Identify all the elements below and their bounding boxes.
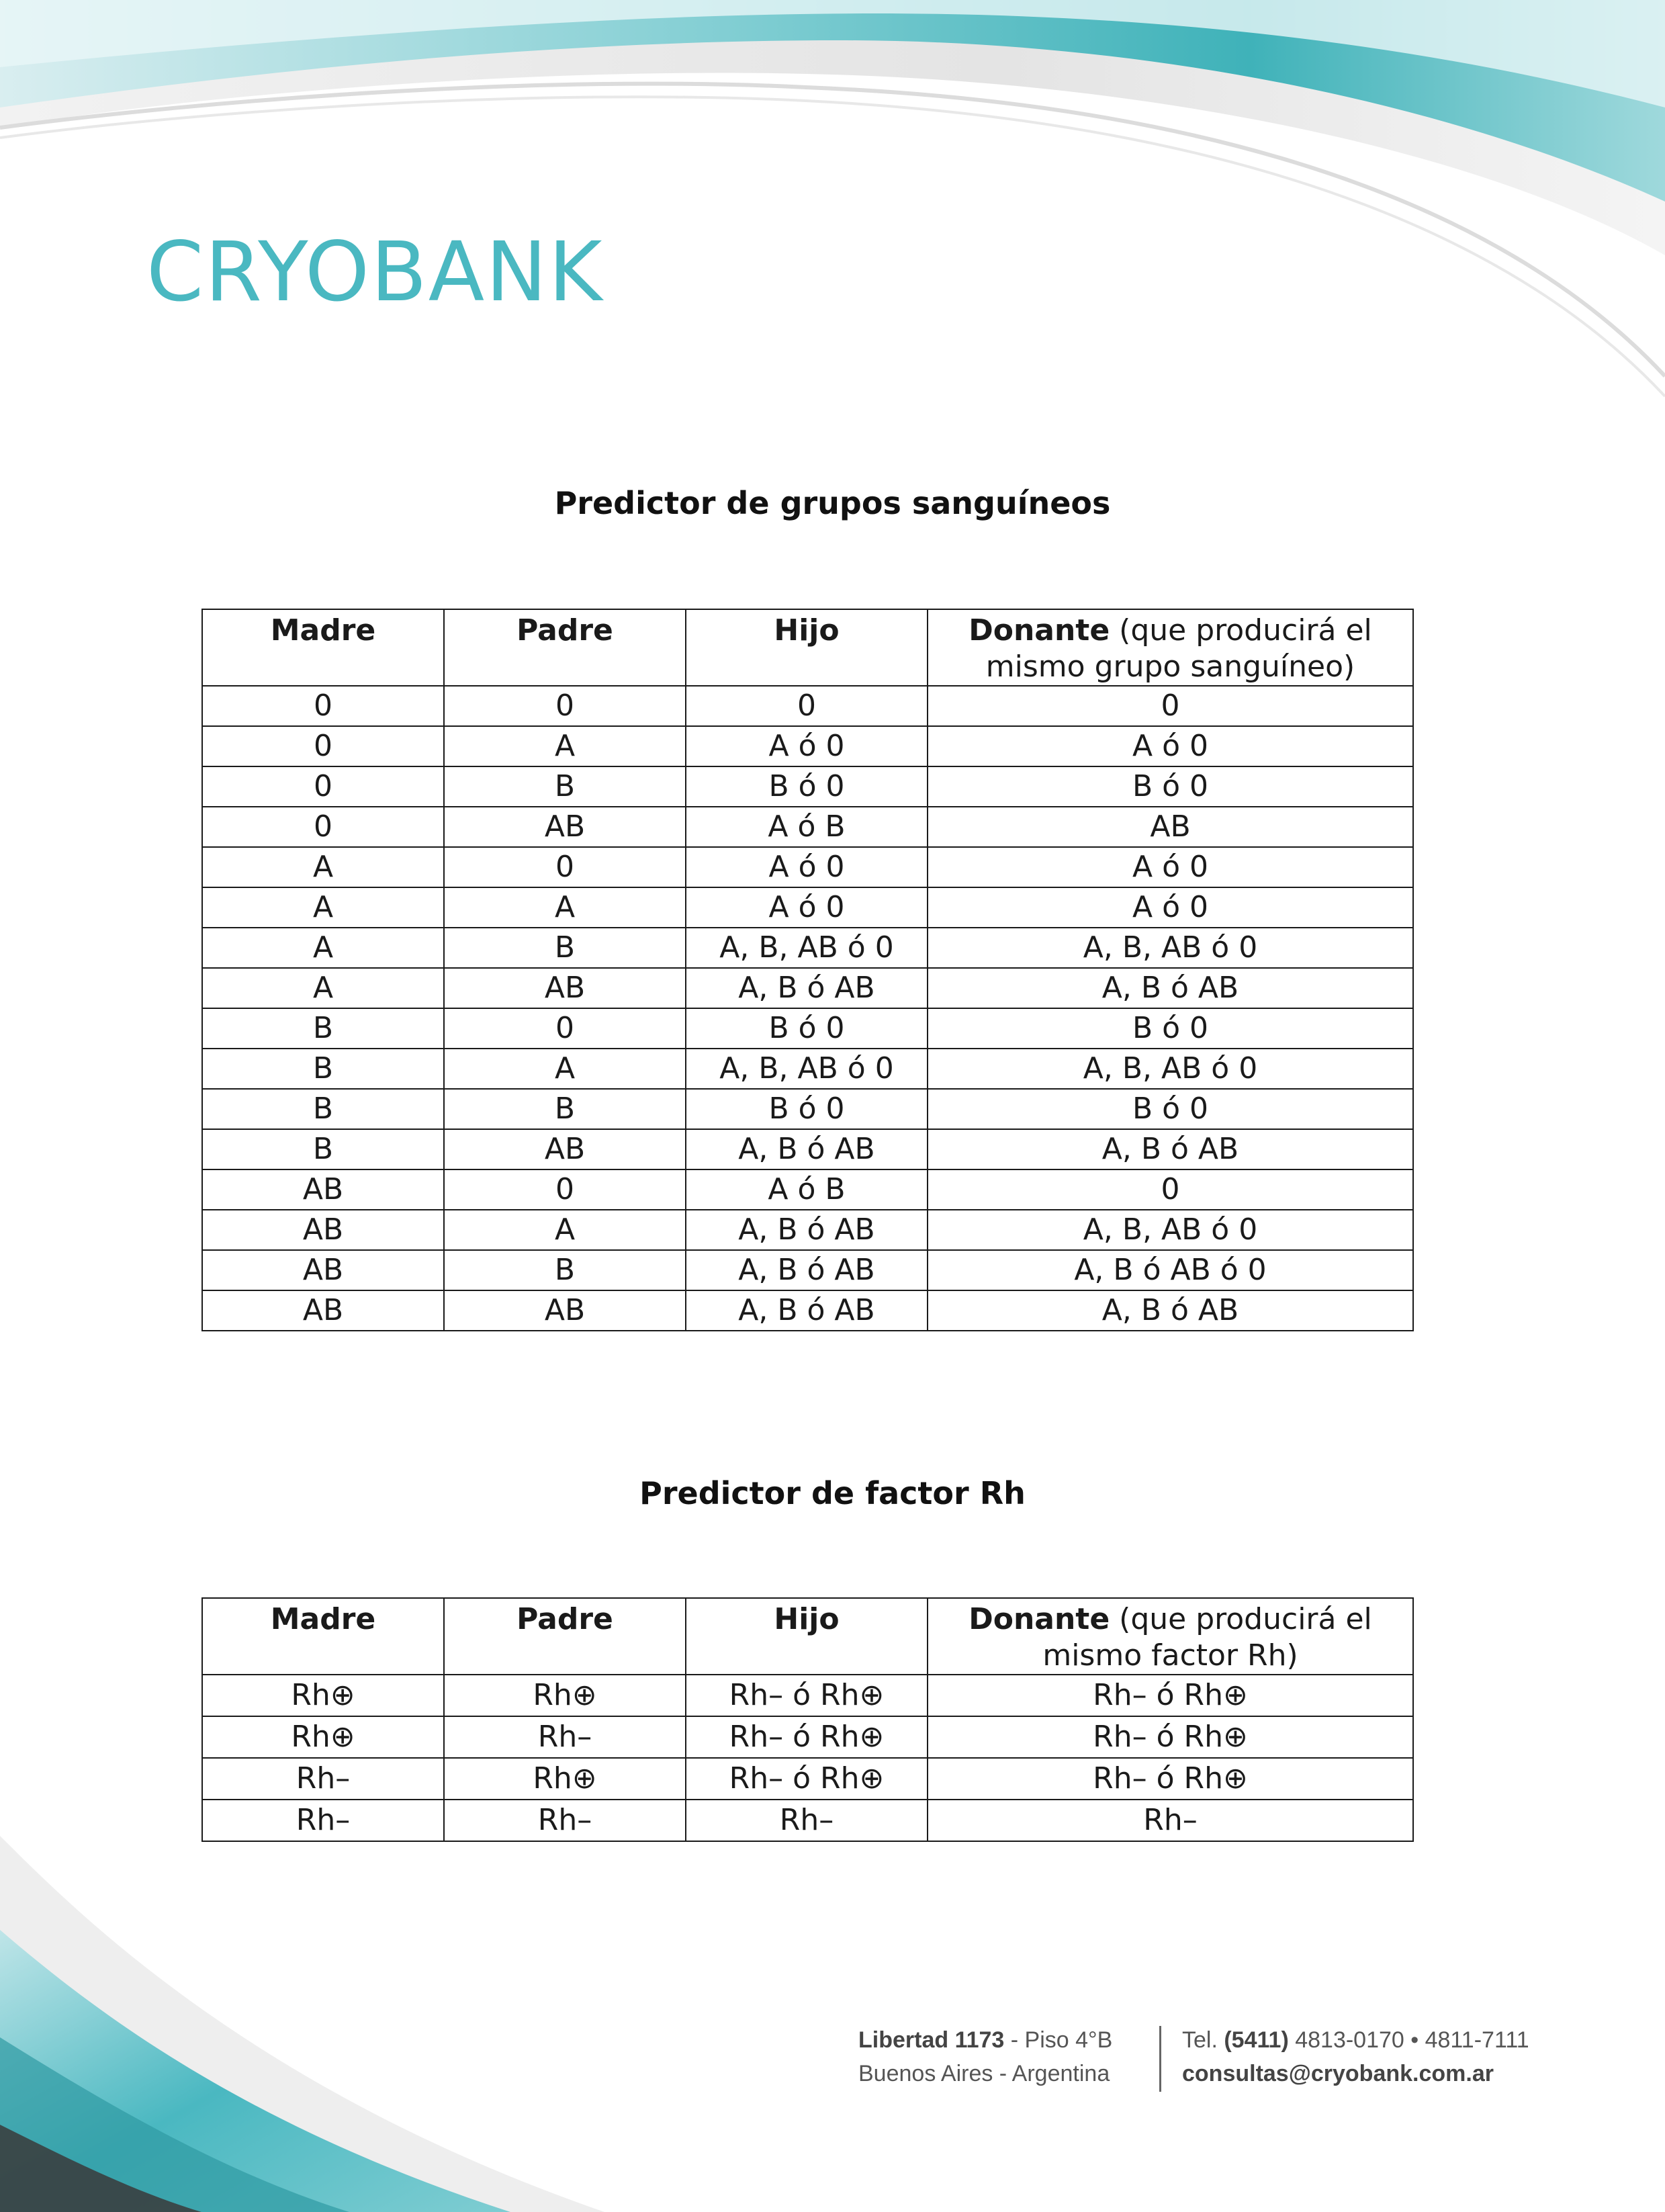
cell-donante: A ó 0 <box>928 726 1413 766</box>
cell-donante: Rh– ó Rh⊕ <box>928 1716 1413 1758</box>
table-row <box>202 887 1413 928</box>
logo-text: CRYOBANK <box>146 224 604 320</box>
cell-madre: Rh⊕ <box>202 1675 444 1716</box>
cell-madre: AB <box>202 1210 444 1250</box>
cell-padre: B <box>444 1250 686 1290</box>
cell-madre: B <box>202 1008 444 1049</box>
cell-madre: Rh– <box>202 1800 444 1841</box>
header-wave-decoration <box>0 0 1665 403</box>
cell-donante: AB <box>928 807 1413 847</box>
footer-divider <box>1159 2026 1161 2092</box>
table-row <box>202 1129 1413 1169</box>
cell-madre: AB <box>202 1169 444 1210</box>
header-hijo: Hijo <box>686 1598 928 1675</box>
cell-hijo: A ó B <box>686 807 928 847</box>
rh-factor-table <box>201 1597 1414 1842</box>
table-header-row <box>202 609 1413 686</box>
cell-padre: A <box>444 1049 686 1089</box>
cell-padre: AB <box>444 1129 686 1169</box>
table-row <box>202 1008 1413 1049</box>
table-row <box>202 1169 1413 1210</box>
table-row <box>202 1716 1413 1758</box>
cell-padre: 0 <box>444 686 686 726</box>
cell-madre: B <box>202 1049 444 1089</box>
cryobank-logo <box>146 224 604 320</box>
cell-padre: AB <box>444 807 686 847</box>
address-block <box>858 2023 1112 2090</box>
cell-madre: 0 <box>202 686 444 726</box>
cell-madre: 0 <box>202 807 444 847</box>
table-row <box>202 1089 1413 1129</box>
footer-wave-decoration <box>0 1836 604 2212</box>
cell-donante: A, B, AB ó 0 <box>928 928 1413 968</box>
cell-padre: A <box>444 726 686 766</box>
cell-donante: Rh– ó Rh⊕ <box>928 1675 1413 1716</box>
table-row <box>202 1675 1413 1716</box>
address-floor: - Piso 4°B <box>1004 2027 1113 2053</box>
cell-donante: A ó 0 <box>928 887 1413 928</box>
cell-donante: B ó 0 <box>928 1008 1413 1049</box>
cell-donante: A, B ó AB ó 0 <box>928 1250 1413 1290</box>
cell-donante: A, B ó AB <box>928 1290 1413 1331</box>
address-street: Libertad 1173 <box>858 2027 1005 2053</box>
header-donante: Donante (que producirá el mismo grupo sanguíneo) <box>928 609 1413 686</box>
cell-madre: Rh– <box>202 1758 444 1800</box>
address-city: Buenos Aires - Argentina <box>858 2061 1110 2086</box>
cell-donante: 0 <box>928 686 1413 726</box>
cell-donante: A, B ó AB <box>928 968 1413 1008</box>
cell-madre: Rh⊕ <box>202 1716 444 1758</box>
cell-padre: AB <box>444 968 686 1008</box>
cell-donante: Rh– ó Rh⊕ <box>928 1758 1413 1800</box>
cell-hijo: A ó B <box>686 1169 928 1210</box>
cell-madre: 0 <box>202 766 444 807</box>
table-row <box>202 1250 1413 1290</box>
tel-label: Tel. <box>1182 2027 1224 2053</box>
cell-hijo: Rh– ó Rh⊕ <box>686 1716 928 1758</box>
cell-madre: A <box>202 887 444 928</box>
table-row <box>202 1800 1413 1841</box>
cell-padre: B <box>444 1089 686 1129</box>
cell-hijo: A, B ó AB <box>686 1129 928 1169</box>
cell-donante: A, B ó AB <box>928 1129 1413 1169</box>
cell-hijo: A, B ó AB <box>686 1250 928 1290</box>
table-row <box>202 1758 1413 1800</box>
header-padre: Padre <box>444 609 686 686</box>
cell-padre: Rh⊕ <box>444 1758 686 1800</box>
blood-group-table <box>201 609 1414 1331</box>
cell-hijo: A ó 0 <box>686 887 928 928</box>
header-madre: Madre <box>202 1598 444 1675</box>
table-row <box>202 1290 1413 1331</box>
cell-padre: B <box>444 766 686 807</box>
cell-madre: A <box>202 928 444 968</box>
cell-donante: B ó 0 <box>928 1089 1413 1129</box>
tel-numbers: 4813-0170 • 4811-7111 <box>1288 2027 1529 2053</box>
cell-hijo: B ó 0 <box>686 1008 928 1049</box>
blood-group-title: Predictor de grupos sanguíneos <box>554 485 1111 521</box>
cell-padre: A <box>444 1210 686 1250</box>
cell-hijo: A ó 0 <box>686 726 928 766</box>
cell-donante: 0 <box>928 1169 1413 1210</box>
cell-hijo: B ó 0 <box>686 1089 928 1129</box>
cell-madre: AB <box>202 1290 444 1331</box>
rh-factor-title: Predictor de factor Rh <box>639 1475 1026 1511</box>
header-madre: Madre <box>202 609 444 686</box>
tel-area: (5411) <box>1224 2027 1289 2053</box>
cell-madre: 0 <box>202 726 444 766</box>
cell-padre: Rh– <box>444 1800 686 1841</box>
cell-hijo: A, B ó AB <box>686 1210 928 1250</box>
cell-padre: 0 <box>444 847 686 887</box>
cell-hijo: B ó 0 <box>686 766 928 807</box>
table-row <box>202 1210 1413 1250</box>
cell-madre: AB <box>202 1250 444 1290</box>
table-row <box>202 807 1413 847</box>
contact-footer <box>858 2023 1537 2090</box>
header-hijo: Hijo <box>686 609 928 686</box>
cell-hijo: Rh– ó Rh⊕ <box>686 1758 928 1800</box>
cell-padre: AB <box>444 1290 686 1331</box>
table-row <box>202 1049 1413 1089</box>
table-row <box>202 968 1413 1008</box>
table-header-row <box>202 1598 1413 1675</box>
cell-padre: 0 <box>444 1169 686 1210</box>
cell-hijo: A, B, AB ó 0 <box>686 1049 928 1089</box>
cell-donante: Rh– <box>928 1800 1413 1841</box>
cell-madre: A <box>202 968 444 1008</box>
cell-padre: Rh– <box>444 1716 686 1758</box>
header-padre: Padre <box>444 1598 686 1675</box>
table-row <box>202 847 1413 887</box>
table-row <box>202 726 1413 766</box>
cell-hijo: Rh– <box>686 1800 928 1841</box>
cell-madre: B <box>202 1129 444 1169</box>
table-row <box>202 928 1413 968</box>
cell-hijo: A, B ó AB <box>686 1290 928 1331</box>
table-row <box>202 766 1413 807</box>
cell-padre: A <box>444 887 686 928</box>
header-donante: Donante (que producirá el mismo factor Rh) <box>928 1598 1413 1675</box>
cell-hijo: A, B, AB ó 0 <box>686 928 928 968</box>
cell-donante: B ó 0 <box>928 766 1413 807</box>
cell-padre: Rh⊕ <box>444 1675 686 1716</box>
cell-madre: A <box>202 847 444 887</box>
cell-padre: B <box>444 928 686 968</box>
cell-donante: A, B, AB ó 0 <box>928 1049 1413 1089</box>
cell-donante: A ó 0 <box>928 847 1413 887</box>
cell-hijo: A ó 0 <box>686 847 928 887</box>
cell-padre: 0 <box>444 1008 686 1049</box>
cell-hijo: 0 <box>686 686 928 726</box>
cell-donante: A, B, AB ó 0 <box>928 1210 1413 1250</box>
email-link[interactable]: consultas@cryobank.com.ar <box>1182 2061 1494 2086</box>
contact-block <box>1182 2023 1529 2090</box>
cell-madre: B <box>202 1089 444 1129</box>
cell-hijo: A, B ó AB <box>686 968 928 1008</box>
cell-hijo: Rh– ó Rh⊕ <box>686 1675 928 1716</box>
table-row <box>202 686 1413 726</box>
